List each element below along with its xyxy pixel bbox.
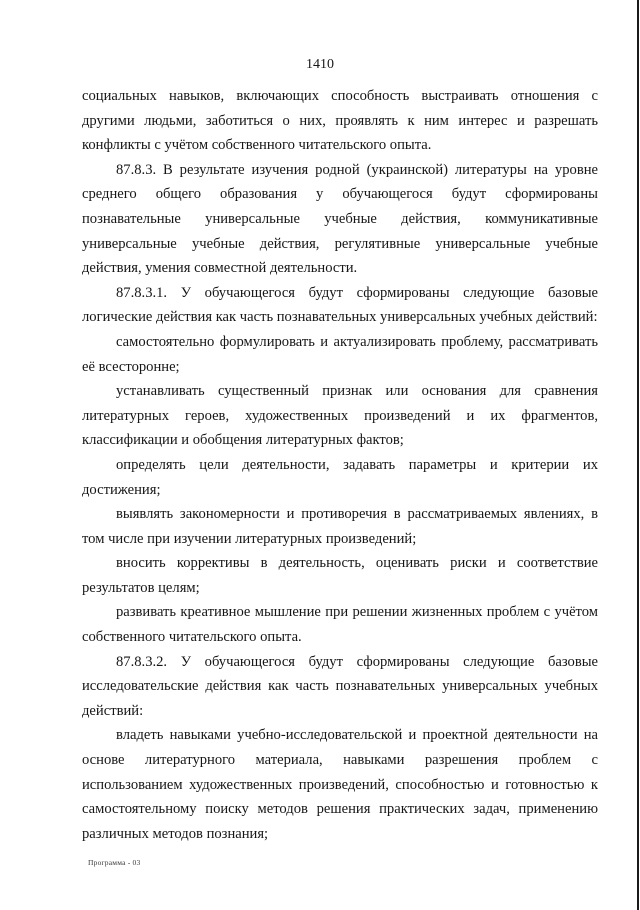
page-number: 1410 [306,57,334,72]
list-item-formulate-problem: самостоятельно формулировать и актуализировать проблему, рассматривать её всесторонне; [82,333,598,375]
paragraph-continuation: социальных навыков, включающих способность выстраивать отношения с другими людьми, заботиться о них, проявлять к ним интерес и разрешать конфликты с учётом собственного читательского опыта. [82,88,598,154]
list-item-establish-criteria: устанавливать существенный признак или основания для сравнения литературных героев, художественных произведений и их фрагментов, классификации и обобщения литературных фактов; [82,383,598,449]
scan-border [637,0,639,910]
paragraph-87-8-3-2: 87.8.3.2. У обучающегося будут сформированы следующие базовые исследовательские действия как часть познавательных универсальных учебных действий: [82,653,598,719]
list-item-identify-patterns: выявлять закономерности и противоречия в рассматриваемых явлениях, в том числе при изучении литературных произведений; [82,506,598,547]
list-item-make-corrections: вносить коррективы в деятельность, оценивать риски и соответствие результатов целям; [82,555,598,596]
list-item-research-skills: владеть навыками учебно-исследовательской и проектной деятельности на основе литературного материала, навыками разрешения проблем с использованием художественных произведений, способностью и готовностью к самостоятельному поиску методов решения практических задач, применению различных методов познания; [82,727,598,842]
paragraph-87-8-3: 87.8.3. В результате изучения родной (украинской) литературы на уровне среднего общего образования у обучающегося будут сформированы познавательные универсальные учебные действия, коммуникативные универсальные учебные действия, регулятивные универсальные учебные действия, умения совместной деятельности. [82,161,598,277]
list-item-creative-thinking: развивать креативное мышление при решении жизненных проблем с учётом собственного читательского опыта. [82,604,598,646]
paragraph-87-8-3-1: 87.8.3.1. У обучающегося будут сформированы следующие базовые логические действия как часть познавательных универсальных учебных действий: [82,284,598,326]
footer-program-label: Программа - 03 [88,858,141,867]
document-body [82,84,598,846]
list-item-define-goals: определять цели деятельности, задавать параметры и критерии их достижения; [82,456,598,498]
